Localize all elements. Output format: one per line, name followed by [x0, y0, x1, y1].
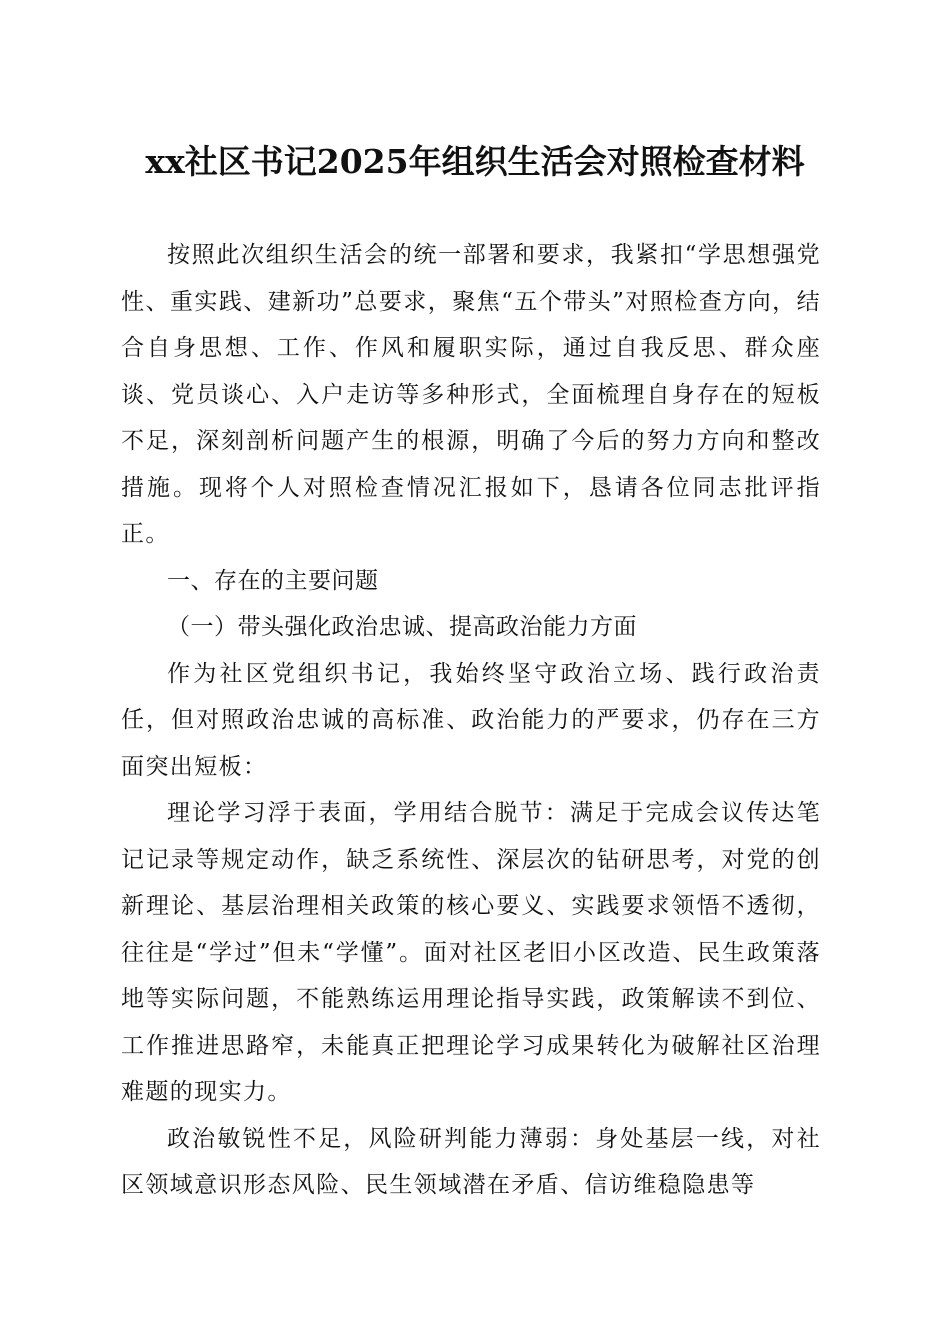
section-heading: 一、存在的主要问题	[167, 567, 379, 594]
body-paragraph: 作为社区党组织书记，我始终坚守政治立场、践行政治责任，但对照政治忠诚的高标准、政治能力的严要求，仍存在三方面突出短板：	[121, 660, 821, 780]
body-paragraph: 理论学习浮于表面，学用结合脱节：满足于完成会议传达笔记记录等规定动作，缺乏系统性、深层次的钻研思考，对党的创新理论、基层治理相关政策的核心要义、实践要求领悟不透彻，往往是“学过”但未“学懂”。面对社区老旧小区改造、民生政策落地等实际问题，不能熟练运用理论指导实践，政策解读不到位、工作推进思路窄，未能真正把理论学习成果转化为破解社区治理难题的现实力。	[121, 800, 821, 1105]
intro-paragraph: 按照此次组织生活会的统一部署和要求，我紧扣“学思想强党性、重实践、建新功”总要求，聚焦“五个带头”对照检查方向，结合自身思想、工作、作风和履职实际，通过自我反思、群众座谈、党员谈心、入户走访等多种形式，全面梳理自身存在的短板不足，深刻剖析问题产生的根源，明确了今后的努力方向和整改措施。现将个人对照检查情况汇报如下，恳请各位同志批评指正。	[121, 242, 821, 547]
body-paragraph: 政治敏锐性不足，风险研判能力薄弱：身处基层一线，对社区领域意识形态风险、民生领域潜在矛盾、信访维稳隐患等	[121, 1125, 821, 1198]
subsection-heading: （一）带头强化政治忠诚、提高政治能力方面	[167, 614, 637, 640]
document-title: xx社区书记2025年组织生活会对照检查材料	[145, 142, 805, 181]
document-body	[121, 232, 821, 1209]
